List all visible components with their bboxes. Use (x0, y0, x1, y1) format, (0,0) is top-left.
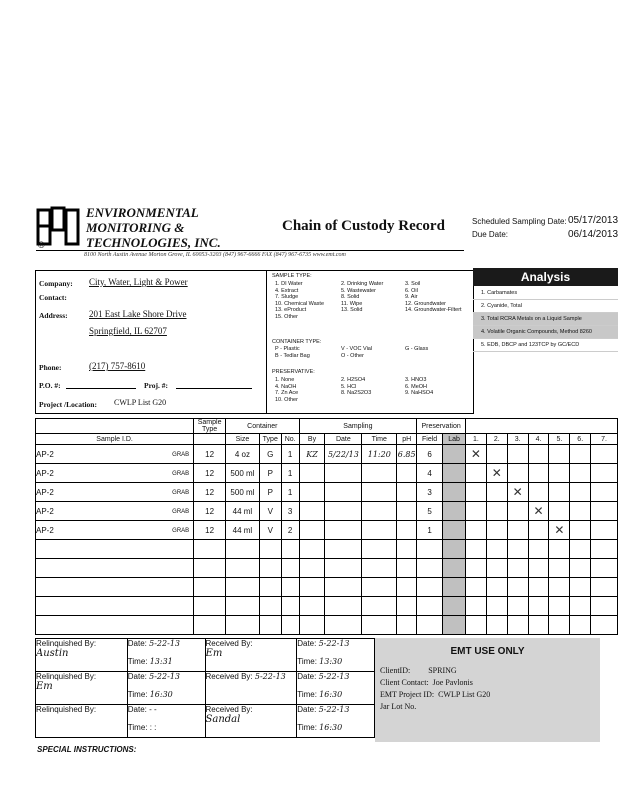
grab-label: GRAB (172, 470, 190, 477)
relinquished-cell: Relinquished By: Em (36, 672, 128, 705)
table-cell (486, 559, 507, 578)
table-cell (528, 597, 549, 616)
analysis-col-6: 6. (570, 434, 591, 445)
table-cell: 12 (194, 502, 226, 521)
po-label: P.O. #: (39, 381, 61, 390)
table-cell (362, 502, 397, 521)
analysis-col-2: 2. (486, 434, 507, 445)
table-cell (528, 445, 549, 464)
proj-label: Proj. #: (144, 381, 169, 390)
table-cell (397, 597, 417, 616)
table-cell (397, 616, 417, 635)
table-cell (528, 464, 549, 483)
preservation-header: Preservation (417, 419, 466, 434)
date-header: Date (325, 434, 362, 445)
address-label: Address: (39, 311, 68, 320)
sample-id: AP-2 (36, 525, 54, 535)
sample-id-header: Sample I.D. (36, 434, 194, 445)
analysis-check-mark: ✕ (507, 483, 528, 502)
table-cell (549, 616, 570, 635)
table-cell (194, 616, 226, 635)
blank-header (36, 419, 194, 434)
table-cell (443, 502, 466, 521)
phone-value: (217) 757-8610 (89, 361, 146, 371)
size-header: Size (226, 434, 260, 445)
analysis-item: 4. Volatile Organic Compounds, Method 8260 (473, 326, 618, 339)
table-cell (486, 540, 507, 559)
table-cell: 44 ml (226, 502, 260, 521)
table-cell (36, 521, 194, 540)
table-cell: 6 (417, 445, 443, 464)
sample-type-header: Sample Type (194, 419, 226, 434)
emt-use-only-box (375, 638, 600, 742)
table-cell (397, 464, 417, 483)
table-cell (549, 483, 570, 502)
table-cell: P (259, 483, 281, 502)
table-cell (528, 559, 549, 578)
grab-label: GRAB (172, 451, 190, 458)
table-cell (570, 464, 591, 483)
table-cell (281, 540, 299, 559)
table-cell (466, 483, 487, 502)
table-cell (570, 540, 591, 559)
analysis-header: Analysis (473, 268, 618, 286)
table-cell (443, 521, 466, 540)
table-cell (591, 464, 618, 483)
table-cell (397, 559, 417, 578)
rel-date-time: Date: 5-22-13 Time: 16:30 (127, 672, 205, 705)
table-cell (443, 483, 466, 502)
analysis-check-mark: ✕ (466, 445, 487, 464)
phone-label: Phone: (39, 363, 62, 372)
grab-label: GRAB (172, 508, 190, 515)
rel-date-time: Date: 5-22-13 Time: 13:31 (127, 639, 205, 672)
analysis-col-3: 3. (507, 434, 528, 445)
sample-id: AP-2 (36, 468, 54, 478)
table-cell (486, 616, 507, 635)
sample-type-box (266, 270, 474, 414)
table-row (36, 521, 618, 540)
rec-date-time: Date: 5-22-13 Time: 16:30 (297, 705, 375, 738)
received-cell: Received By: Em (205, 639, 297, 672)
due-date-label: Due Date: (472, 230, 509, 239)
table-cell (36, 578, 194, 597)
table-cell (528, 578, 549, 597)
rec-date-time: Date: 5-22-13 Time: 13:30 (297, 639, 375, 672)
sample-id: AP-2 (36, 506, 54, 516)
table-cell (325, 464, 362, 483)
table-cell (36, 502, 194, 521)
table-cell (486, 578, 507, 597)
preservative-title: PRESERVATIVE: (272, 369, 315, 375)
table-cell (325, 616, 362, 635)
table-cell (466, 540, 487, 559)
scheduled-sampling-value: 05/17/2013 (568, 215, 618, 226)
emt-title: EMT USE ONLY (450, 646, 525, 657)
sample-type-title: SAMPLE TYPE: (272, 273, 312, 279)
proj-line (176, 388, 252, 389)
emt-jar-lot: Jar Lot No. (380, 702, 417, 711)
table-row (36, 578, 618, 597)
table-cell (591, 559, 618, 578)
table-cell (443, 597, 466, 616)
table-row (36, 464, 618, 483)
ctype-header: Type (259, 434, 281, 445)
table-cell: 1 (417, 521, 443, 540)
time-header: Time (362, 434, 397, 445)
table-cell (325, 559, 362, 578)
table-cell: 500 ml (226, 464, 260, 483)
table-cell (591, 483, 618, 502)
table-cell (417, 597, 443, 616)
analysis-item: 1. Carbamates (473, 287, 618, 300)
analysis-check-mark: ✕ (549, 521, 570, 540)
table-cell (397, 578, 417, 597)
table-cell (591, 445, 618, 464)
table-cell: 12 (194, 483, 226, 502)
relinquished-cell: Relinquished By: (36, 705, 128, 738)
table-cell: P (259, 464, 281, 483)
address-line-1: 201 East Lake Shore Drive (89, 309, 187, 319)
table-cell (397, 521, 417, 540)
contact-label: Contact: (39, 293, 67, 302)
table-cell (549, 502, 570, 521)
table-cell: 5/22/13 (325, 445, 362, 464)
table-cell (591, 597, 618, 616)
address-line-2: Springfield, IL 62707 (89, 326, 167, 336)
table-cell (281, 559, 299, 578)
lab-header: Lab (443, 434, 466, 445)
document-title: Chain of Custody Record (282, 218, 445, 234)
table-row (36, 445, 618, 464)
table-cell (507, 464, 528, 483)
table-cell (281, 597, 299, 616)
table-cell (226, 559, 260, 578)
table-cell (226, 540, 260, 559)
table-cell: 3 (417, 483, 443, 502)
received-cell: Received By: 5-22-13 (205, 672, 297, 705)
sample-type-list: 1. DI Water 2. Drinking Water 3. Soil 4. Extract 5. Wastewater 6. Oil 7. Sludge 8. Solid 9. Air 10. Chemical Waste 11. Wipe 12. Groundwater 13. eProduct 13. Solid 14. Groundwater-Filtert 15. Other (275, 281, 462, 320)
field-header: Field (417, 434, 443, 445)
table-cell: 1 (281, 483, 299, 502)
analysis-col-5: 5. (549, 434, 570, 445)
table-cell (443, 616, 466, 635)
emt-project-id: EMT Project ID: CWLP List G20 (380, 690, 491, 699)
table-cell (486, 483, 507, 502)
table-cell (325, 483, 362, 502)
analysis-cols-header (466, 419, 618, 434)
ph-header: pH (397, 434, 417, 445)
table-cell (194, 540, 226, 559)
analysis-col-4: 4. (528, 434, 549, 445)
table-cell (417, 540, 443, 559)
table-cell (591, 521, 618, 540)
table-cell (507, 616, 528, 635)
table-cell (507, 521, 528, 540)
table-cell (507, 578, 528, 597)
table-cell (507, 502, 528, 521)
table-cell: KZ (299, 445, 325, 464)
table-cell (299, 597, 325, 616)
table-cell: 12 (194, 445, 226, 464)
table-cell (362, 540, 397, 559)
company-value: City, Water, Light & Power (89, 277, 188, 287)
table-cell: 1 (281, 445, 299, 464)
company-label: Company: (39, 279, 73, 288)
table-cell (486, 597, 507, 616)
table-cell: 4 oz (226, 445, 260, 464)
company-name: ENVIRONMENTAL MONITORING & TECHNOLOGIES, INC. (86, 205, 221, 250)
sample-id: AP-2 (36, 449, 54, 459)
table-cell (443, 464, 466, 483)
table-cell: 500 ml (226, 483, 260, 502)
table-cell (486, 445, 507, 464)
analysis-item: 5. EDB, DBCP and 123TCP by GC/ECD (473, 339, 618, 352)
sample-id: AP-2 (36, 487, 54, 497)
table-cell (443, 559, 466, 578)
table-cell (259, 616, 281, 635)
scheduled-sampling-label: Scheduled Sampling Date: (472, 217, 567, 226)
table-cell (570, 521, 591, 540)
preservative-list: 1. None 2. H2SO4 3. HNO3 4. NaOH 5. HCl 6. MeOH 7. Zn Ace 8. Na2S2O3 9. NaHSO4 10. Other (275, 377, 434, 403)
table-cell (466, 597, 487, 616)
table-cell (507, 597, 528, 616)
table-cell: 12 (194, 464, 226, 483)
table-cell: 2 (281, 521, 299, 540)
table-cell: V (259, 502, 281, 521)
container-type-title: CONTAINER TYPE: (272, 339, 322, 345)
table-cell (591, 616, 618, 635)
table-cell (466, 559, 487, 578)
table-cell (443, 540, 466, 559)
table-cell (591, 578, 618, 597)
table-cell (226, 578, 260, 597)
table-cell: 12 (194, 521, 226, 540)
table-cell (570, 578, 591, 597)
table-cell (299, 502, 325, 521)
table-cell (486, 502, 507, 521)
table-cell (36, 445, 194, 464)
analysis-check-mark: ✕ (528, 502, 549, 521)
table-cell: V (259, 521, 281, 540)
table-cell (299, 521, 325, 540)
table-cell (362, 521, 397, 540)
analysis-check-mark: ✕ (486, 464, 507, 483)
table-cell (259, 540, 281, 559)
table-cell (325, 540, 362, 559)
table-cell: 11:20 (362, 445, 397, 464)
table-cell (466, 578, 487, 597)
table-cell (226, 616, 260, 635)
table-cell (362, 578, 397, 597)
table-row (36, 502, 618, 521)
table-cell (549, 464, 570, 483)
table-cell (466, 616, 487, 635)
table-cell: 3 (281, 502, 299, 521)
rel-date-time: Date: - - Time: : : (127, 705, 205, 738)
due-date-value: 06/14/2013 (568, 229, 618, 240)
table-cell (259, 597, 281, 616)
table-cell: G (259, 445, 281, 464)
table-cell (299, 578, 325, 597)
container-header: Container (226, 419, 300, 434)
grab-label: GRAB (172, 527, 190, 534)
analysis-item: 3. Total RCRA Metals on a Liquid Sample (473, 313, 618, 326)
table-cell (507, 445, 528, 464)
project-location-value: CWLP List G20 (114, 398, 167, 407)
table-cell (36, 559, 194, 578)
table-cell (299, 464, 325, 483)
table-cell (325, 578, 362, 597)
table-cell (281, 616, 299, 635)
table-cell (281, 578, 299, 597)
table-cell (362, 616, 397, 635)
table-cell (549, 540, 570, 559)
table-cell (417, 616, 443, 635)
sample-table (35, 418, 618, 635)
table-cell (549, 559, 570, 578)
emt-client-contact: Client Contact: Joe Pavlonis (380, 678, 473, 687)
table-cell: 4 (417, 464, 443, 483)
table-cell (466, 464, 487, 483)
table-cell (397, 502, 417, 521)
table-cell (466, 502, 487, 521)
table-cell (591, 540, 618, 559)
analysis-col-1: 1. (466, 434, 487, 445)
table-cell (570, 597, 591, 616)
table-cell (325, 521, 362, 540)
header-divider (36, 250, 464, 251)
table-cell (36, 540, 194, 559)
table-cell (570, 483, 591, 502)
table-cell (36, 483, 194, 502)
table-cell (299, 540, 325, 559)
type-header-spacer (194, 434, 226, 445)
rec-date-time: Date: 5-22-13 Time: 16:30 (297, 672, 375, 705)
table-row (36, 559, 618, 578)
table-cell (549, 578, 570, 597)
table-cell (486, 521, 507, 540)
container-type-list: P - Plastic V - VOC Vial G - Glass B - Tedlar Bag O - Other (275, 346, 429, 359)
table-cell (549, 597, 570, 616)
by-header: By (299, 434, 325, 445)
table-cell (570, 445, 591, 464)
table-cell (528, 483, 549, 502)
table-cell (507, 559, 528, 578)
table-cell (570, 502, 591, 521)
table-cell: 6.85 (397, 445, 417, 464)
table-cell (259, 578, 281, 597)
table-cell (549, 445, 570, 464)
client-info-box (35, 270, 267, 414)
table-cell (194, 559, 226, 578)
analysis-col-7: 7. (591, 434, 618, 445)
table-cell (194, 597, 226, 616)
table-cell (259, 559, 281, 578)
table-cell (591, 502, 618, 521)
grab-label: GRAB (172, 489, 190, 496)
table-cell (466, 521, 487, 540)
table-cell (443, 445, 466, 464)
table-cell (443, 578, 466, 597)
registered-mark: ® (38, 240, 45, 250)
table-row (36, 597, 618, 616)
table-cell (397, 483, 417, 502)
table-cell (299, 559, 325, 578)
table-cell (417, 559, 443, 578)
table-cell (362, 559, 397, 578)
table-cell (397, 540, 417, 559)
analysis-list (473, 287, 618, 352)
table-cell (528, 540, 549, 559)
table-cell (299, 483, 325, 502)
project-location-label: Project /Location: (39, 400, 97, 409)
table-cell (362, 464, 397, 483)
table-cell: 5 (417, 502, 443, 521)
table-row (36, 616, 618, 635)
table-cell (507, 540, 528, 559)
table-cell (362, 597, 397, 616)
table-cell (226, 597, 260, 616)
table-cell (325, 597, 362, 616)
table-cell (36, 464, 194, 483)
emt-client-id: ClientID: SPRING (380, 666, 457, 675)
table-cell (570, 616, 591, 635)
received-cell: Received By: Sandal (205, 705, 297, 738)
table-cell (570, 559, 591, 578)
special-instructions: SPECIAL INSTRUCTIONS: (37, 745, 137, 754)
company-address: 8100 North Austin Avenue Morton Grove, IL 60053-3203 (847) 967-6666 FAX (847) 967-6735 www.emt.com (84, 252, 346, 258)
table-cell (325, 502, 362, 521)
relinquished-cell: Relinquished By: Austin (36, 639, 128, 672)
table-cell: 1 (281, 464, 299, 483)
table-cell (417, 578, 443, 597)
table-row (36, 483, 618, 502)
table-cell (362, 483, 397, 502)
table-cell (528, 521, 549, 540)
po-line (66, 388, 136, 389)
table-cell (36, 597, 194, 616)
table-cell (194, 578, 226, 597)
table-cell (36, 616, 194, 635)
table-row (36, 540, 618, 559)
table-cell (299, 616, 325, 635)
no-header: No. (281, 434, 299, 445)
sampling-header: Sampling (299, 419, 417, 434)
table-cell (528, 616, 549, 635)
table-cell: 44 ml (226, 521, 260, 540)
analysis-item: 2. Cyanide, Total (473, 300, 618, 313)
